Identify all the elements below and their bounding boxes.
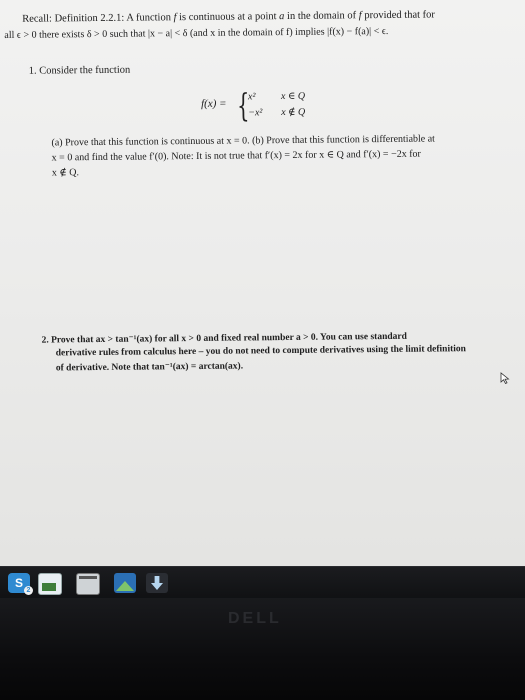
problem-1-part-a-line-2: x = 0 and find the value f′(0). Note: It is not true that f′(x) = 2x for x ∈ Q and f′(x) = −2x for [51,148,421,164]
recall-line-2: all ϵ > 0 there exists δ > 0 such that |x − a| < δ (and x in the domain of f) implies |f(x) − f(a)| < ϵ. [4,25,389,41]
terminal-icon[interactable] [76,573,100,595]
problem-2-line-1: 2. Prove that ax > tan⁻¹(ax) for all x > 0 and fixed real number a > 0. You can use standard [41,331,407,346]
piecewise-row1-expr: x² [247,91,256,103]
monitor-brand-logo: DELL [228,610,282,627]
problem-1-part-a-line-1: (a) Prove that this function is continuous at x = 0. (b) Prove that this function is differentiable at [51,133,435,149]
problem-1-header: 1. Consider the function [28,64,131,77]
taskbar [0,566,525,599]
monitor-bezel [0,598,525,700]
mouse-cursor-icon [500,372,510,384]
recall-f: f [173,12,177,24]
problem-2-line-2: derivative rules from calculus here – you do not need to compute derivatives using the limit definition [55,344,466,359]
skype-icon[interactable] [8,573,30,593]
recall-a: a [279,11,285,23]
recall-tail: provided that for [364,9,435,22]
recall-lead: Recall: Definition 2.2.1: A function [22,12,171,25]
skype-notification-badge: 2 [24,586,33,595]
piecewise-row2-cond: x ∉ Q [281,106,306,119]
recall-mid2: in the domain of [286,10,357,22]
problem-2-line-3: of derivative. Note that tan⁻¹(ax) = arctan(ax). [55,361,244,374]
downloads-icon[interactable] [146,573,168,593]
piecewise-row1-cond: x ∈ Q [280,90,306,103]
skype-letter: S [14,576,23,590]
recall-line-1 [22,9,435,24]
piecewise-function [201,86,361,128]
problem-1-part-a-line-3: x ∉ Q. [51,167,79,179]
piecewise-row2-expr: −x² [248,107,263,119]
left-brace-icon: { [236,86,250,125]
photos-icon[interactable] [114,573,136,593]
image-viewer-icon[interactable] [38,573,62,595]
piecewise-lhs: f(x) = [201,97,227,110]
recall-mid1: is continuous at a point [179,11,277,24]
recall-f2: f [358,10,362,22]
